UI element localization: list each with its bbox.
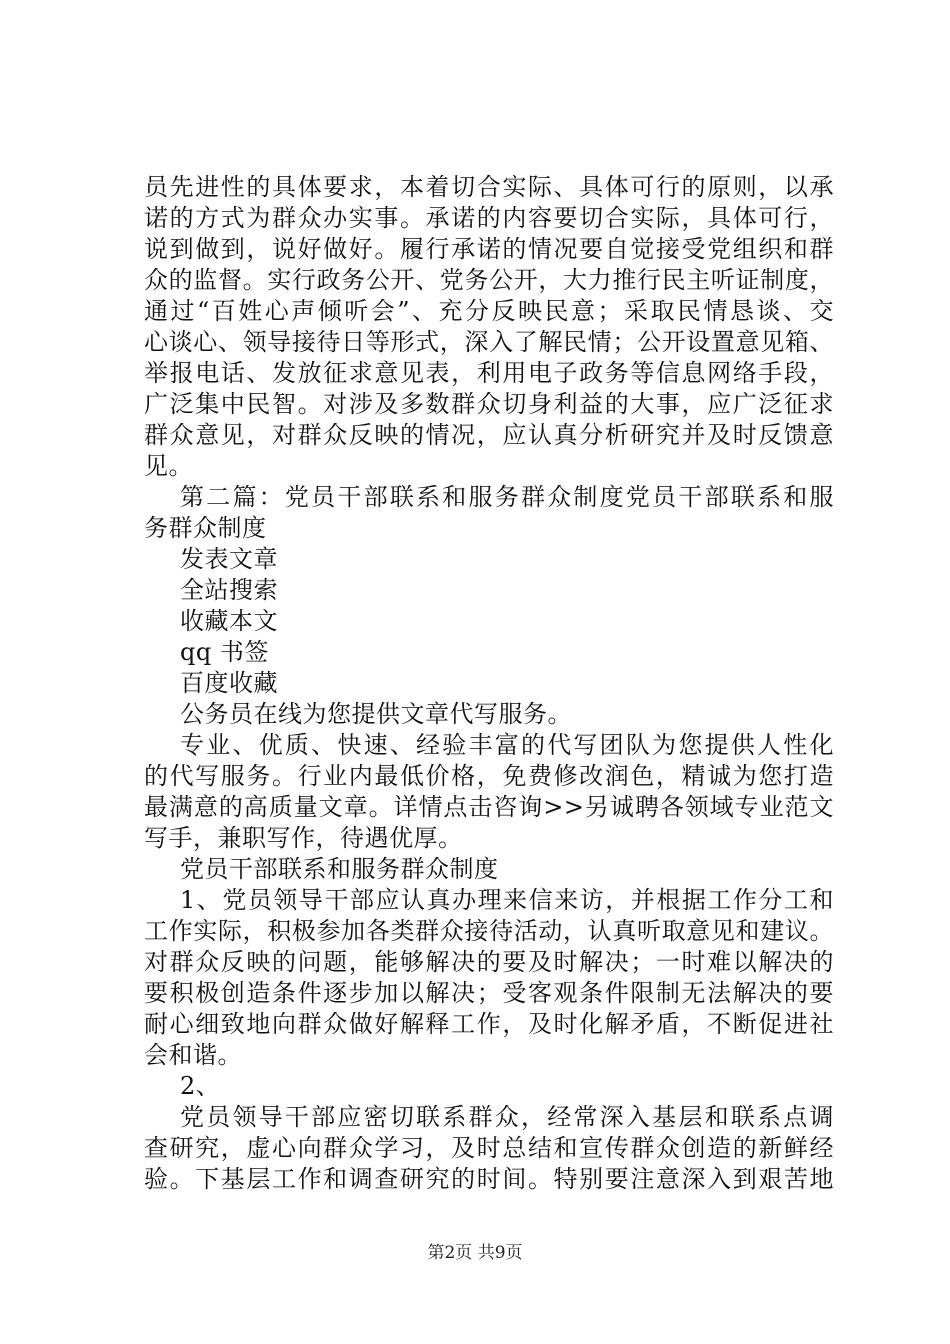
publish-article-link: 发表文章 — [180, 545, 278, 573]
text-line: 见。 — [144, 452, 193, 480]
text-line: 1、党员领导干部应认真办理来信来访，并根据工作分工和 — [180, 886, 834, 914]
baidu-bookmark-link: 百度收藏 — [180, 669, 278, 697]
bookmark-article-link: 收藏本文 — [180, 607, 278, 635]
section-title: 党员干部联系和服务群众制度 — [180, 855, 499, 883]
text-line: 2、 — [180, 1072, 221, 1100]
text-line: 工作实际，积极参加各类群众接待活动，认真听取意见和建议。 — [144, 917, 834, 945]
text-line: 最满意的高质量文章。详情点击咨询>>另诚聘各领域专业范文 — [144, 793, 834, 821]
text-line: 对群众反映的问题，能够解决的要及时解决；一时难以解决的 — [144, 948, 834, 976]
document-body — [144, 172, 834, 1195]
text-line: 专业、优质、快速、经验丰富的代写团队为您提供人性化 — [180, 731, 834, 759]
text-line: 会和谐。 — [144, 1041, 242, 1069]
section-heading-line: 务群众制度 — [144, 514, 267, 542]
text-line: 员先进性的具体要求，本着切合实际、具体可行的原则，以承 — [144, 173, 834, 201]
qq-bookmark-link: qq 书签 — [180, 638, 269, 666]
text-line: 写手，兼职写作，待遇优厚。 — [144, 824, 463, 852]
text-line: 的代写服务。行业内最低价格，免费修改润色，精诚为您打造 — [144, 762, 834, 790]
text-line: 公务员在线为您提供文章代写服务。 — [180, 700, 572, 728]
page-number-footer: 第2页 共9页 — [427, 1243, 523, 1263]
text-line: 耐心细致地向群众做好解释工作，及时化解矛盾，不断促进社 — [144, 1010, 834, 1038]
text-line: 诺的方式为群众办实事。承诺的内容要切合实际，具体可行， — [144, 204, 834, 232]
text-line: 要积极创造条件逐步加以解决；受客观条件限制无法解决的要 — [144, 979, 834, 1007]
text-line: 心谈心、领导接待日等形式，深入了解民情；公开设置意见箱、 — [144, 328, 834, 356]
text-line: 说到做到，说好做好。履行承诺的情况要自觉接受党组织和群 — [144, 235, 834, 263]
text-line: 通过“百姓心声倾听会”、充分反映民意；采取民情恳谈、交 — [144, 297, 834, 325]
text-line: 验。下基层工作和调查研究的时间。特别要注意深入到艰苦地 — [144, 1165, 834, 1193]
text-line: 党员领导干部应密切联系群众，经常深入基层和联系点调 — [180, 1103, 834, 1131]
text-line: 众的监督。实行政务公开、党务公开，大力推行民主听证制度， — [144, 266, 834, 294]
text-line: 广泛集中民智。对涉及多数群众切身利益的大事，应广泛征求 — [144, 390, 834, 418]
text-line: 查研究，虚心向群众学习，及时总结和宣传群众创造的新鲜经 — [144, 1134, 834, 1162]
site-search-link: 全站搜索 — [180, 576, 278, 604]
text-line: 举报电话、发放征求意见表，利用电子政务等信息网络手段， — [144, 359, 834, 387]
text-line: 群众意见，对群众反映的情况，应认真分析研究并及时反馈意 — [144, 421, 834, 449]
section-heading-line: 第二篇：党员干部联系和服务群众制度党员干部联系和服 — [180, 483, 834, 511]
